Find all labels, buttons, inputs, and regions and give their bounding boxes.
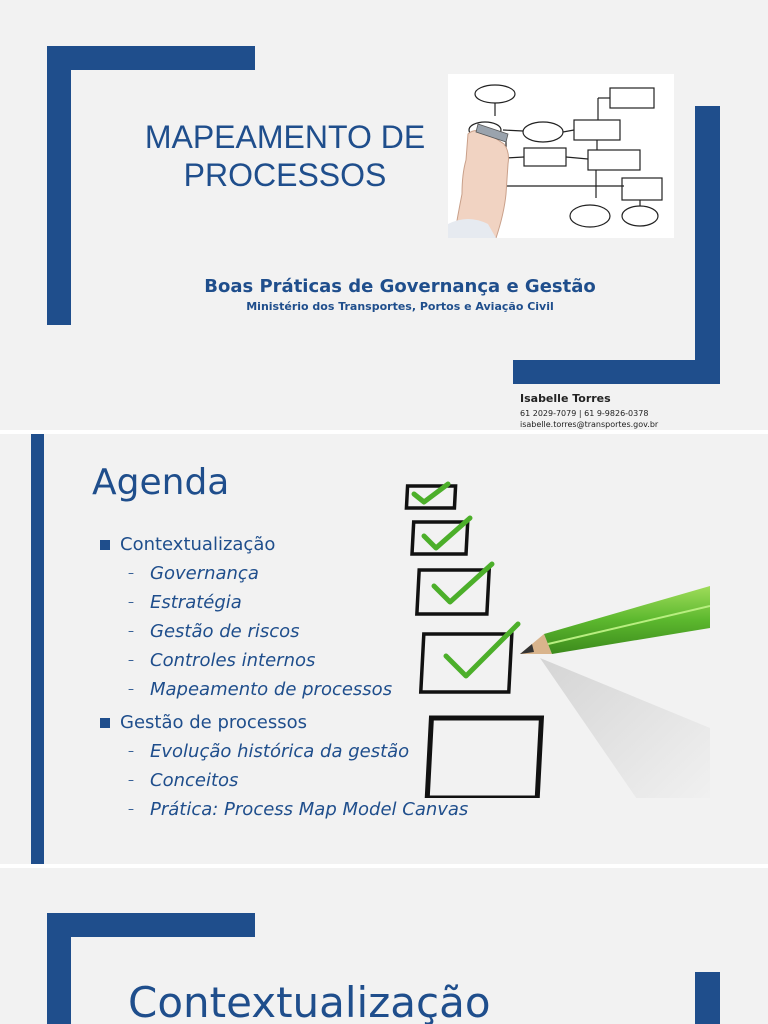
agenda-item-label: Prática: Process Map Model Canvas [150, 799, 469, 820]
contact-block [520, 392, 658, 430]
agenda-item [100, 766, 520, 795]
agenda-item-label: Conceitos [150, 770, 239, 791]
section-title: Contextualização [128, 978, 491, 1024]
agenda-group-label: Gestão de processos [120, 712, 308, 733]
agenda-title: Agenda [92, 462, 230, 503]
frame-right-vertical [695, 972, 720, 1024]
dash-icon: – [128, 744, 134, 758]
frame-top-left-horizontal [47, 46, 255, 70]
bullet-square-icon [100, 718, 110, 728]
frame-top-left-vertical [47, 913, 71, 1024]
section-slide [0, 868, 768, 1024]
dash-icon: – [128, 566, 134, 580]
agenda-item-label: Gestão de riscos [150, 621, 300, 642]
title-slide [0, 0, 768, 430]
agenda-item-label: Controles internos [150, 650, 316, 671]
agenda-item [100, 795, 520, 824]
agenda-group-label: Contextualização [120, 534, 276, 555]
bullet-square-icon [100, 540, 110, 550]
frame-top-left-horizontal [47, 913, 255, 937]
flowchart-drawing-icon [448, 74, 674, 238]
agenda-item-label: Evolução histórica da gestão [150, 741, 410, 762]
organization-name: Ministério dos Transportes, Portos e Aviação Civil [246, 300, 554, 313]
flowchart-hand-image [448, 74, 674, 238]
agenda-slide [0, 434, 768, 864]
agenda-left-bar [31, 434, 44, 864]
title-line-1: MAPEAMENTO DE [144, 119, 426, 155]
agenda-item [100, 559, 520, 588]
agenda-item-label: Governança [150, 563, 259, 584]
agenda-item-label: Mapeamento de processos [150, 679, 393, 700]
agenda-item [100, 737, 520, 766]
presentation-title [120, 118, 450, 194]
dash-icon: – [128, 802, 134, 816]
dash-icon: – [128, 595, 134, 609]
agenda-item [100, 646, 520, 675]
contact-phones: 61 2029-7079 | 61 9-9826-0378 [520, 409, 649, 418]
agenda-item [100, 675, 520, 704]
agenda-group-contextualizacao [100, 530, 520, 559]
dash-icon: – [128, 653, 134, 667]
title-line-2: PROCESSOS [183, 157, 387, 193]
agenda-item-label: Estratégia [150, 592, 242, 613]
contact-name: Isabelle Torres [520, 392, 611, 405]
agenda-group-gestao-de-processos [100, 708, 520, 737]
dash-icon: – [128, 682, 134, 696]
frame-bottom-right-vertical [695, 106, 720, 384]
dash-icon: – [128, 624, 134, 638]
agenda-item [100, 588, 520, 617]
contact-email[interactable]: isabelle.torres@transportes.gov.br [520, 420, 659, 429]
dash-icon: – [128, 773, 134, 787]
agenda-item [100, 617, 520, 646]
agenda-list [100, 530, 520, 824]
frame-bottom-right-horizontal [513, 360, 720, 384]
presentation-subtitle: Boas Práticas de Governança e Gestão [204, 276, 596, 297]
frame-top-left-vertical [47, 46, 71, 325]
